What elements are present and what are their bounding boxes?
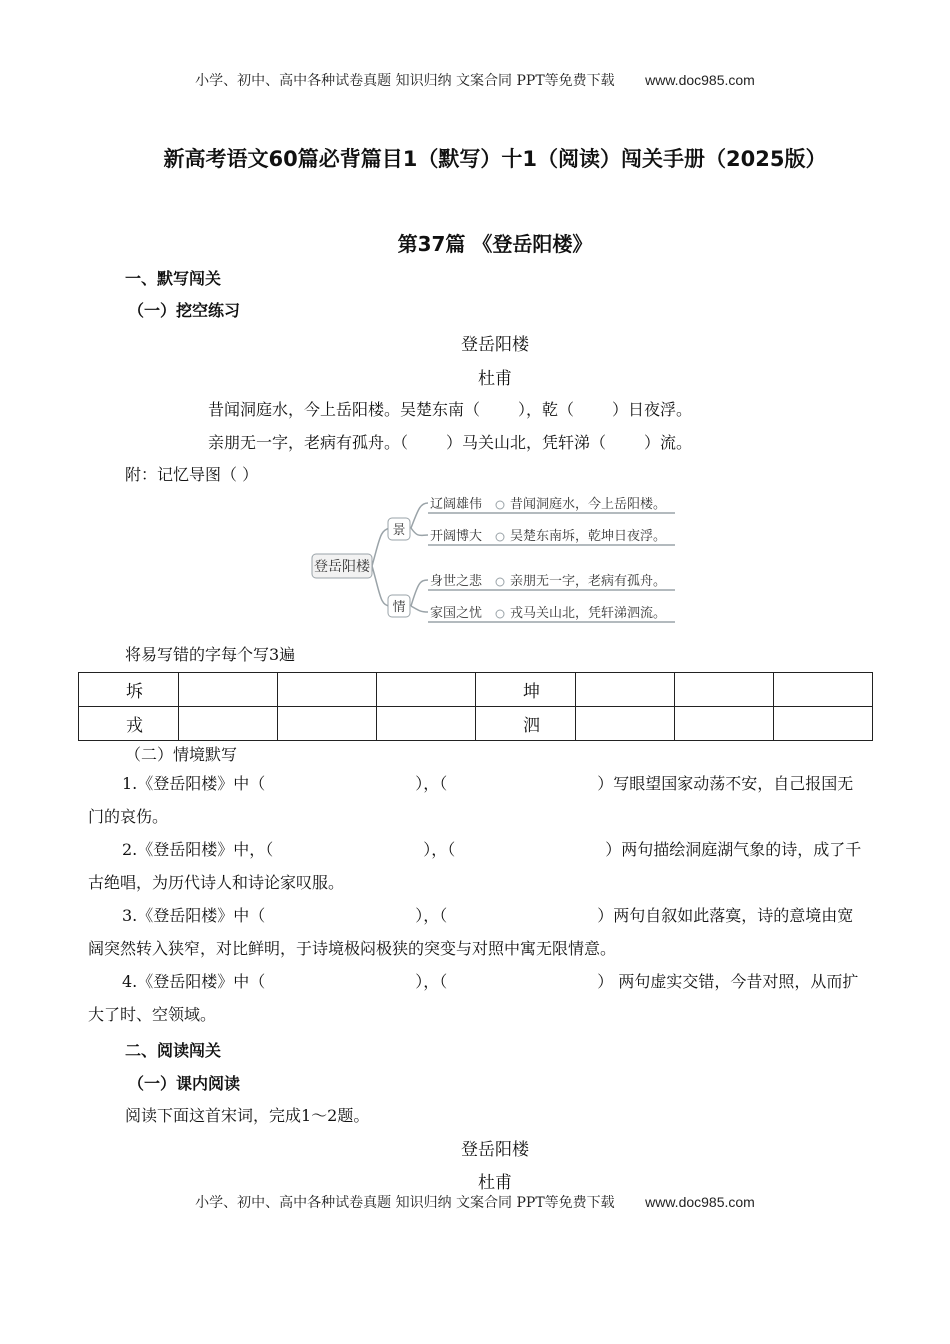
- mindmap-branch-emotion: 情: [392, 600, 406, 615]
- collapse-icon: [496, 501, 504, 509]
- footer-text: 小学、初中、高中各种试卷真题 知识归纳 文案合同 PPT等免费下载: [195, 1195, 615, 1211]
- page-header: [0, 70, 950, 90]
- collapse-icon: [496, 610, 504, 618]
- table-cell-blank[interactable]: [575, 707, 674, 741]
- mindmap-node-label: 身世之悲: [430, 574, 483, 589]
- table-cell-blank[interactable]: [773, 707, 872, 741]
- question-2-b: ），（: [423, 840, 456, 859]
- section2-instruction: 阅读下面这首宋词，完成1～2题。: [125, 1106, 370, 1125]
- poem-title: 登岳阳楼: [461, 335, 529, 355]
- mindmap-center: 登岳阳楼: [314, 559, 370, 575]
- mindmap-link: [411, 528, 428, 535]
- section2-heading: 二、阅读闯关: [125, 1041, 222, 1060]
- mind-map: [310, 488, 685, 630]
- collapse-icon: [496, 533, 504, 541]
- table-cell-blank[interactable]: [178, 673, 277, 707]
- question-4-a: 4.《登岳阳楼》中（: [122, 972, 266, 991]
- mindmap-link-scene: [372, 528, 390, 566]
- header-text: 小学、初中、高中各种试卷真题 知识归纳 文案合同 PPT等免费下载: [195, 73, 615, 89]
- poem-line-2-c: ）流。: [644, 433, 693, 452]
- mindmap-link: [411, 580, 428, 606]
- footer-site: www.doc985.com: [645, 1194, 755, 1210]
- mindmap-node-line: 吴楚东南坼，乾坤日夜浮。: [510, 529, 667, 544]
- table-cell-blank[interactable]: [575, 673, 674, 707]
- question-4-c: ） 两句虚实交错，今昔对照，从而扩大了时、空领域。: [88, 972, 859, 1024]
- question-1: [88, 767, 863, 833]
- table-cell-char: 坼: [79, 673, 179, 707]
- table-cell-blank[interactable]: [773, 673, 872, 707]
- poem-line-1-c: ）日夜浮。: [612, 400, 693, 419]
- section2-part1: （一）课内阅读: [128, 1074, 241, 1093]
- table-cell-blank[interactable]: [277, 673, 376, 707]
- mindmap-link-emotion: [372, 566, 390, 606]
- table-row: [79, 673, 873, 707]
- page-footer: [0, 1192, 950, 1212]
- table-cell-char: 戎: [79, 707, 179, 741]
- practice-table: [78, 672, 873, 741]
- poem-line-2-a: 亲朋无一字，老病有孤舟。（: [208, 433, 409, 452]
- table-row: [79, 707, 873, 741]
- table-cell-blank[interactable]: [674, 707, 773, 741]
- poem-line-1-b: ），乾（: [518, 400, 575, 419]
- section1-part2: （二）情境默写: [125, 745, 238, 764]
- question-1-c: ）写眼望国家动荡不安，自己报国无门的哀伤。: [88, 774, 854, 826]
- header-site: www.doc985.com: [645, 72, 755, 88]
- poem2-title: 登岳阳楼: [461, 1140, 529, 1160]
- question-1-b: ），（: [415, 774, 448, 793]
- poem2-author: 杜甫: [478, 1173, 512, 1193]
- question-4-b: ），（: [415, 972, 448, 991]
- poem-line-1: [208, 397, 692, 420]
- table-cell-blank[interactable]: [277, 707, 376, 741]
- mindmap-link: [411, 503, 428, 528]
- question-2: [88, 833, 863, 899]
- section1-part1: （一）挖空练习: [128, 301, 241, 320]
- poem-line-2-b: ）马关山北，凭轩涕（: [446, 433, 607, 452]
- poem-line-2: [208, 430, 692, 453]
- poem-author: 杜甫: [478, 369, 512, 389]
- question-2-c: ）两句描绘洞庭湖气象的诗，成了千古绝唱，为历代诗人和诗论家叹服。: [88, 840, 862, 892]
- table-cell-char: 泗: [475, 707, 575, 741]
- question-3: [88, 899, 863, 965]
- mindmap-node-line: 昔闻洞庭水，今上岳阳楼。: [510, 497, 667, 512]
- question-4: [88, 965, 863, 1031]
- table-cell-blank[interactable]: [178, 707, 277, 741]
- question-1-a: 1.《登岳阳楼》中（: [122, 774, 266, 793]
- mindmap-node-line: 戎马关山北，凭轩涕泗流。: [510, 606, 667, 621]
- mindmap-branch-scene: 景: [392, 523, 406, 538]
- mindmap-node-line: 亲朋无一字，老病有孤舟。: [510, 574, 667, 589]
- table-cell-char: 坤: [475, 673, 575, 707]
- appendix-label: 附：记忆导图（ ）: [125, 465, 259, 484]
- question-3-c: ）两句自叙如此落寞，诗的意境由宽阔突然转入狭窄，对比鲜明，于诗境极闷极狭的突变与对照中寓无限情意。: [88, 906, 854, 958]
- collapse-icon: [496, 578, 504, 586]
- page-title: 新高考语文60篇必背篇目1（默写）十1（阅读）闯关手册（2025版）: [163, 147, 827, 171]
- table-cell-blank[interactable]: [674, 673, 773, 707]
- mindmap-node-label: 开阔博大: [430, 529, 483, 544]
- section1-heading: 一、默写闯关: [125, 269, 222, 288]
- mindmap-node-label: 辽阔雄伟: [430, 497, 483, 512]
- mindmap-node-label: 家国之忧: [430, 606, 483, 621]
- page-subtitle: 第37篇 《登岳阳楼》: [397, 232, 593, 256]
- question-3-b: ），（: [415, 906, 448, 925]
- table-cell-blank[interactable]: [376, 707, 475, 741]
- question-2-a: 2.《登岳阳楼》中，（: [122, 840, 274, 859]
- question-3-a: 3.《登岳阳楼》中（: [122, 906, 266, 925]
- mindmap-link: [411, 606, 428, 612]
- table-cell-blank[interactable]: [376, 673, 475, 707]
- practice-intro: 将易写错的字每个写3遍: [125, 645, 296, 664]
- poem-line-1-a: 昔闻洞庭水，今上岳阳楼。吴楚东南（: [208, 400, 481, 419]
